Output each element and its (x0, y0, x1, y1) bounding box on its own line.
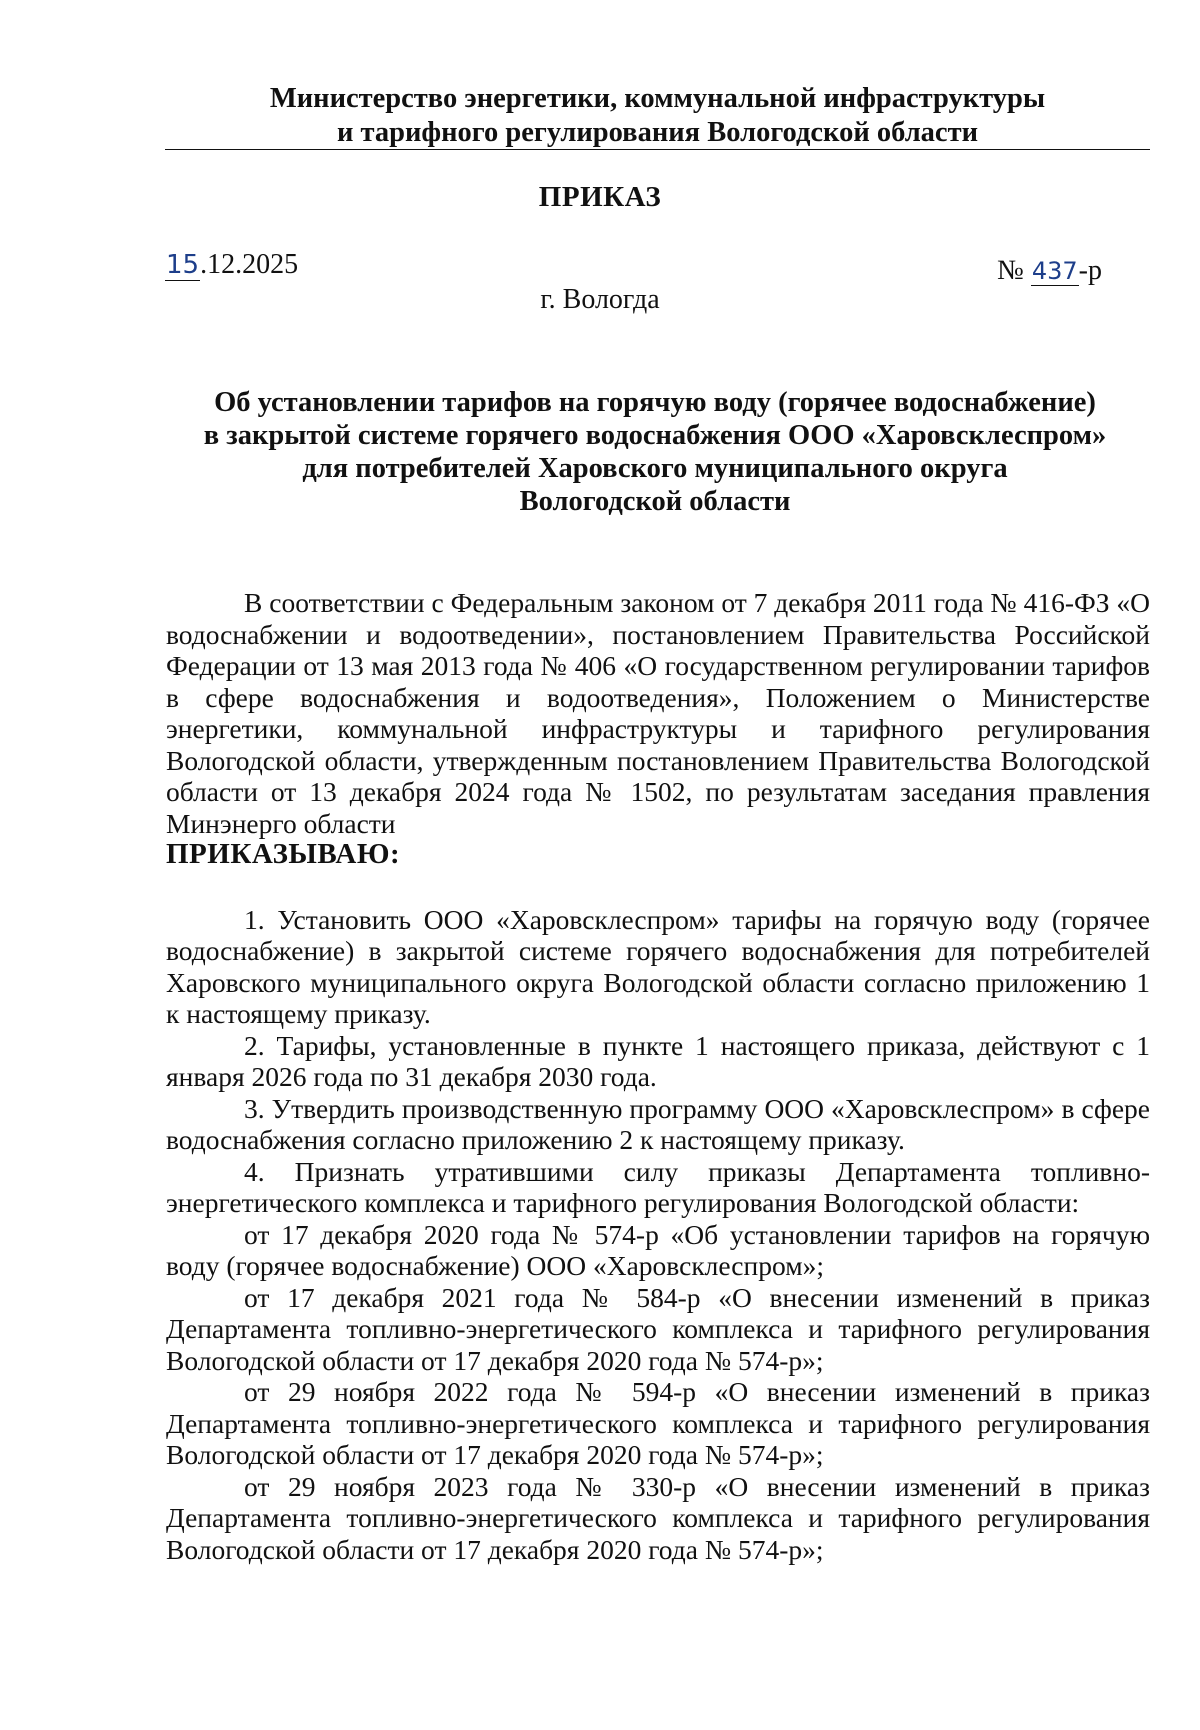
order-date (165, 249, 298, 281)
preamble: В соответствии с Федеральным законом от 7 декабря 2011 года № 416-ФЗ «О водоснабжении и водоотведении», постановлением Правительства Российской Федерации от 13 мая 2013 года № 406 «О государственном регулировании тарифов в сфере водоснабжения и водоотведения», Положением о Министерстве энергетики, коммунальной инфраструктуры и тарифного регулирования Вологодской области, утвержденным постановлением Правительства Вологодской области от 13 декабря 2024 года № 1502, по результатам заседания правления Минэнерго области (166, 587, 1150, 839)
ministry-line-2: и тарифного регулирования Вологодской области (336, 117, 978, 148)
order-word: ПРИКАЗЫВАЮ: (166, 838, 401, 870)
order-subject (160, 386, 1150, 518)
item-4: 4. Признать утратившими силу приказы Департамента топливно-энергетического комплекса и тарифного регулирования Вологодской области: (166, 1155, 1150, 1218)
date-handwritten: 15 (166, 250, 200, 280)
order-body (166, 587, 1150, 1565)
number-handwritten: 437 (1031, 257, 1078, 285)
repealed-order-1: от 17 декабря 2020 года № 574-р «Об установлении тарифов на горячую воду (горячее водоснабжение) ООО «Харовсклеспром»; (166, 1218, 1150, 1281)
item-2: 2. Тарифы, установленные в пункте 1 настоящего приказа, действуют с 1 января 2026 года по 31 декабря 2030 года. (166, 1029, 1150, 1092)
repealed-order-2: от 17 декабря 2021 года № 584-р «О внесении изменений в приказ Департамента топливно-энергетического комплекса и тарифного регулирования Вологодской области от 17 декабря 2020 года № 574-р»; (166, 1281, 1150, 1376)
number-prefix: № (997, 255, 1031, 286)
subject-line-1: Об установлении тарифов на горячую воду (горячее водоснабжение) (214, 387, 1096, 418)
doc-type-title: ПРИКАЗ (538, 181, 662, 213)
repealed-order-3: от 29 ноября 2022 года № 594-р «О внесении изменений в приказ Департамента топливно-энергетического комплекса и тарифного регулирования Вологодской области от 17 декабря 2020 года № 574-р»; (166, 1376, 1150, 1470)
number-suffix: -р (1078, 255, 1102, 286)
subject-line-4: Вологодской области (519, 486, 791, 517)
subject-line-3: для потребителей Харовского муниципального округа (302, 453, 1008, 484)
item-3: 3. Утвердить производственную программу ООО «Харовсклеспром» в сфере водоснабжения согласно приложению 2 к настоящему приказу. (166, 1092, 1150, 1155)
subject-line-2: в закрытой системе горячего водоснабжения ООО «Харовсклеспром» (203, 420, 1107, 451)
city: г. Вологда (540, 284, 660, 315)
order-number (997, 255, 1102, 287)
item-1: 1. Установить ООО «Харовсклеспром» тарифы на горячую воду (горячее водоснабжение) в закрытой системе горячего водоснабжения для потребителей Харовского муниципального округа Вологодской области согласно приложению 1 к настоящему приказу. (166, 903, 1150, 1029)
header-divider (165, 149, 1150, 150)
ministry-line-1: Министерство энергетики, коммунальной инфраструктуры (269, 83, 1046, 114)
ministry-header (165, 82, 1150, 150)
date-printed: .12.2025 (200, 249, 299, 280)
repealed-order-4: от 29 ноября 2023 года № 330-р «О внесении изменений в приказ Департамента топливно-энергетического комплекса и тарифного регулирования Вологодской области от 17 декабря 2020 года № 574-р»; (166, 1470, 1150, 1565)
